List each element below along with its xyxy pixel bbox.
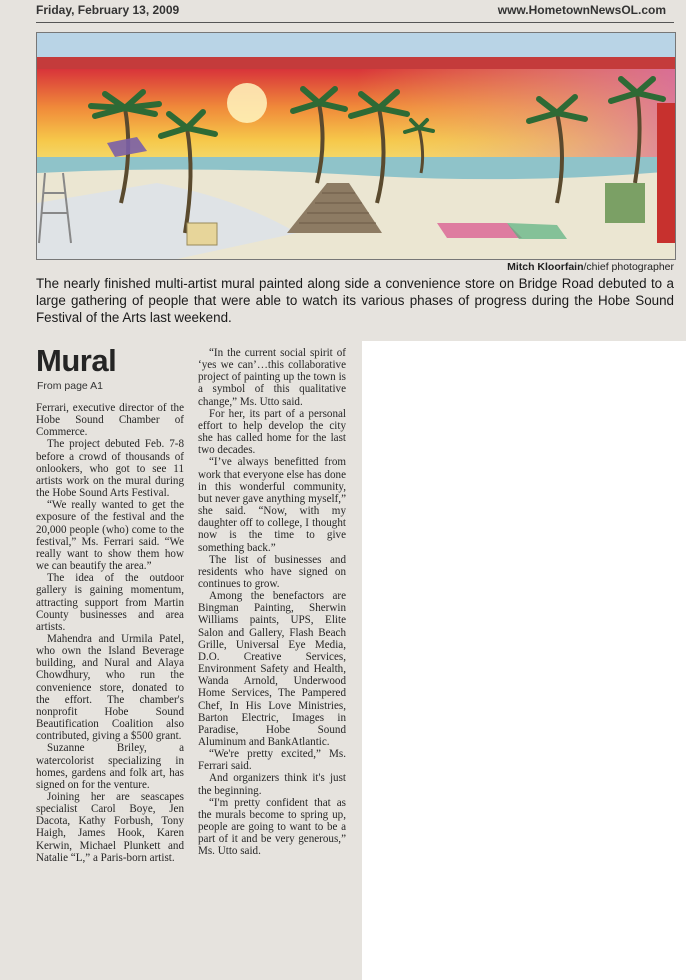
sun	[227, 83, 267, 123]
paragraph: “In the current social spirit of ‘yes we can’…this collaborative project of painting up the town is a symbol of this qualitative change,” Ms. Utto said.	[198, 347, 346, 408]
page-header	[36, 0, 674, 23]
article-column-1	[36, 402, 184, 864]
paragraph: The project debuted Feb. 7-8 before a crowd of thousands of onlookers, who got to see 11 artists work on the mural during the Hobe Sound Arts Festival.	[36, 438, 184, 500]
blank-area	[362, 341, 686, 980]
paragraph: “We're pretty excited,” Ms. Ferrari said.	[198, 748, 346, 773]
mural-illustration	[37, 33, 675, 259]
article-headline: Mural	[36, 343, 117, 378]
paragraph: And organizers think it's just the beginning.	[198, 772, 346, 797]
photo-caption: The nearly finished multi-artist mural painted along side a convenience store on Bridge Road debuted to a large gathering of people that were able to watch its various phases of progress during the Hobe Sound Festival of the Arts last weekend.	[36, 276, 674, 325]
article-column-2	[198, 347, 346, 858]
paragraph: Ferrari, executive director of the Hobe Sound Chamber of Commerce.	[36, 402, 184, 439]
paragraph: For her, its part of a personal effort to help develop the city she has called home for the last two decades.	[198, 407, 346, 457]
paragraph: “We really wanted to get the exposure of the festival and the 20,000 people (who) come to the festival,” Ms. Ferrari said. “We really want to show them how we can beautify the area.”	[36, 499, 184, 573]
issue-date: Friday, February 13, 2009	[36, 3, 180, 17]
red-wall	[657, 103, 675, 243]
paragraph: Mahendra and Urmila Patel, who own the Island Beverage building, and Nural and Alaya Chowdhury, who run the convenience store, donated to the effort. The chamber's nonprofit Hobe Sound Beautification Coalition also contributed, giving a $500 grant.	[36, 632, 184, 743]
jump-line: From page A1	[37, 380, 103, 392]
paragraph: Joining her are seascapes specialist Carol Boye, Jen Dacota, Kathy Forbush, Tony Haigh, James Hook, Karen Kerwin, Michael Plunkett and Natalie “L,” a Paris-born artist.	[36, 791, 184, 864]
mural-photo	[36, 32, 676, 260]
paragraph: The idea of the outdoor gallery is gaining momentum, attracting support from Martin County businesses and area artists.	[36, 572, 184, 633]
paragraph: Suzanne Briley, a watercolorist specializing in homes, gardens and folk art, has signed on for the venture.	[36, 742, 184, 791]
photographer-name: Mitch Kloorfain	[507, 261, 584, 273]
paragraph: “I'm pretty confident that as the murals become to spring up, people are going to want to be a part of it and be very generous,” Ms. Utto said.	[198, 796, 346, 858]
paragraph: Among the benefactors are Bingman Painting, Sherwin Williams paints, UPS, Elite Salon and Gallery, Flash Beach Grille, Universal Eye Media, D.O. Creative Services, Environment Safety and Health, Wanda Arnold, Underwood Home Services, The Pampered Chef, In His Love Ministries, Barton Electric, Images in Paradise, Hobe Sound Aluminum and BankAtlantic.	[198, 590, 346, 748]
photo-credit	[36, 261, 674, 273]
roof-trim	[37, 57, 675, 69]
paragraph: The list of businesses and residents who have signed on continues to grow.	[198, 553, 346, 590]
photographer-title: /chief photographer	[583, 261, 674, 273]
paragraph: “I’ve always benefitted from work that everyone else has done in this wonderful community, but never gave anything myself,” she said. “Now, with my daughter off to college, I thought now is the time to give something back.”	[198, 456, 346, 554]
website-url: www.HometownNewsOL.com	[497, 3, 666, 17]
